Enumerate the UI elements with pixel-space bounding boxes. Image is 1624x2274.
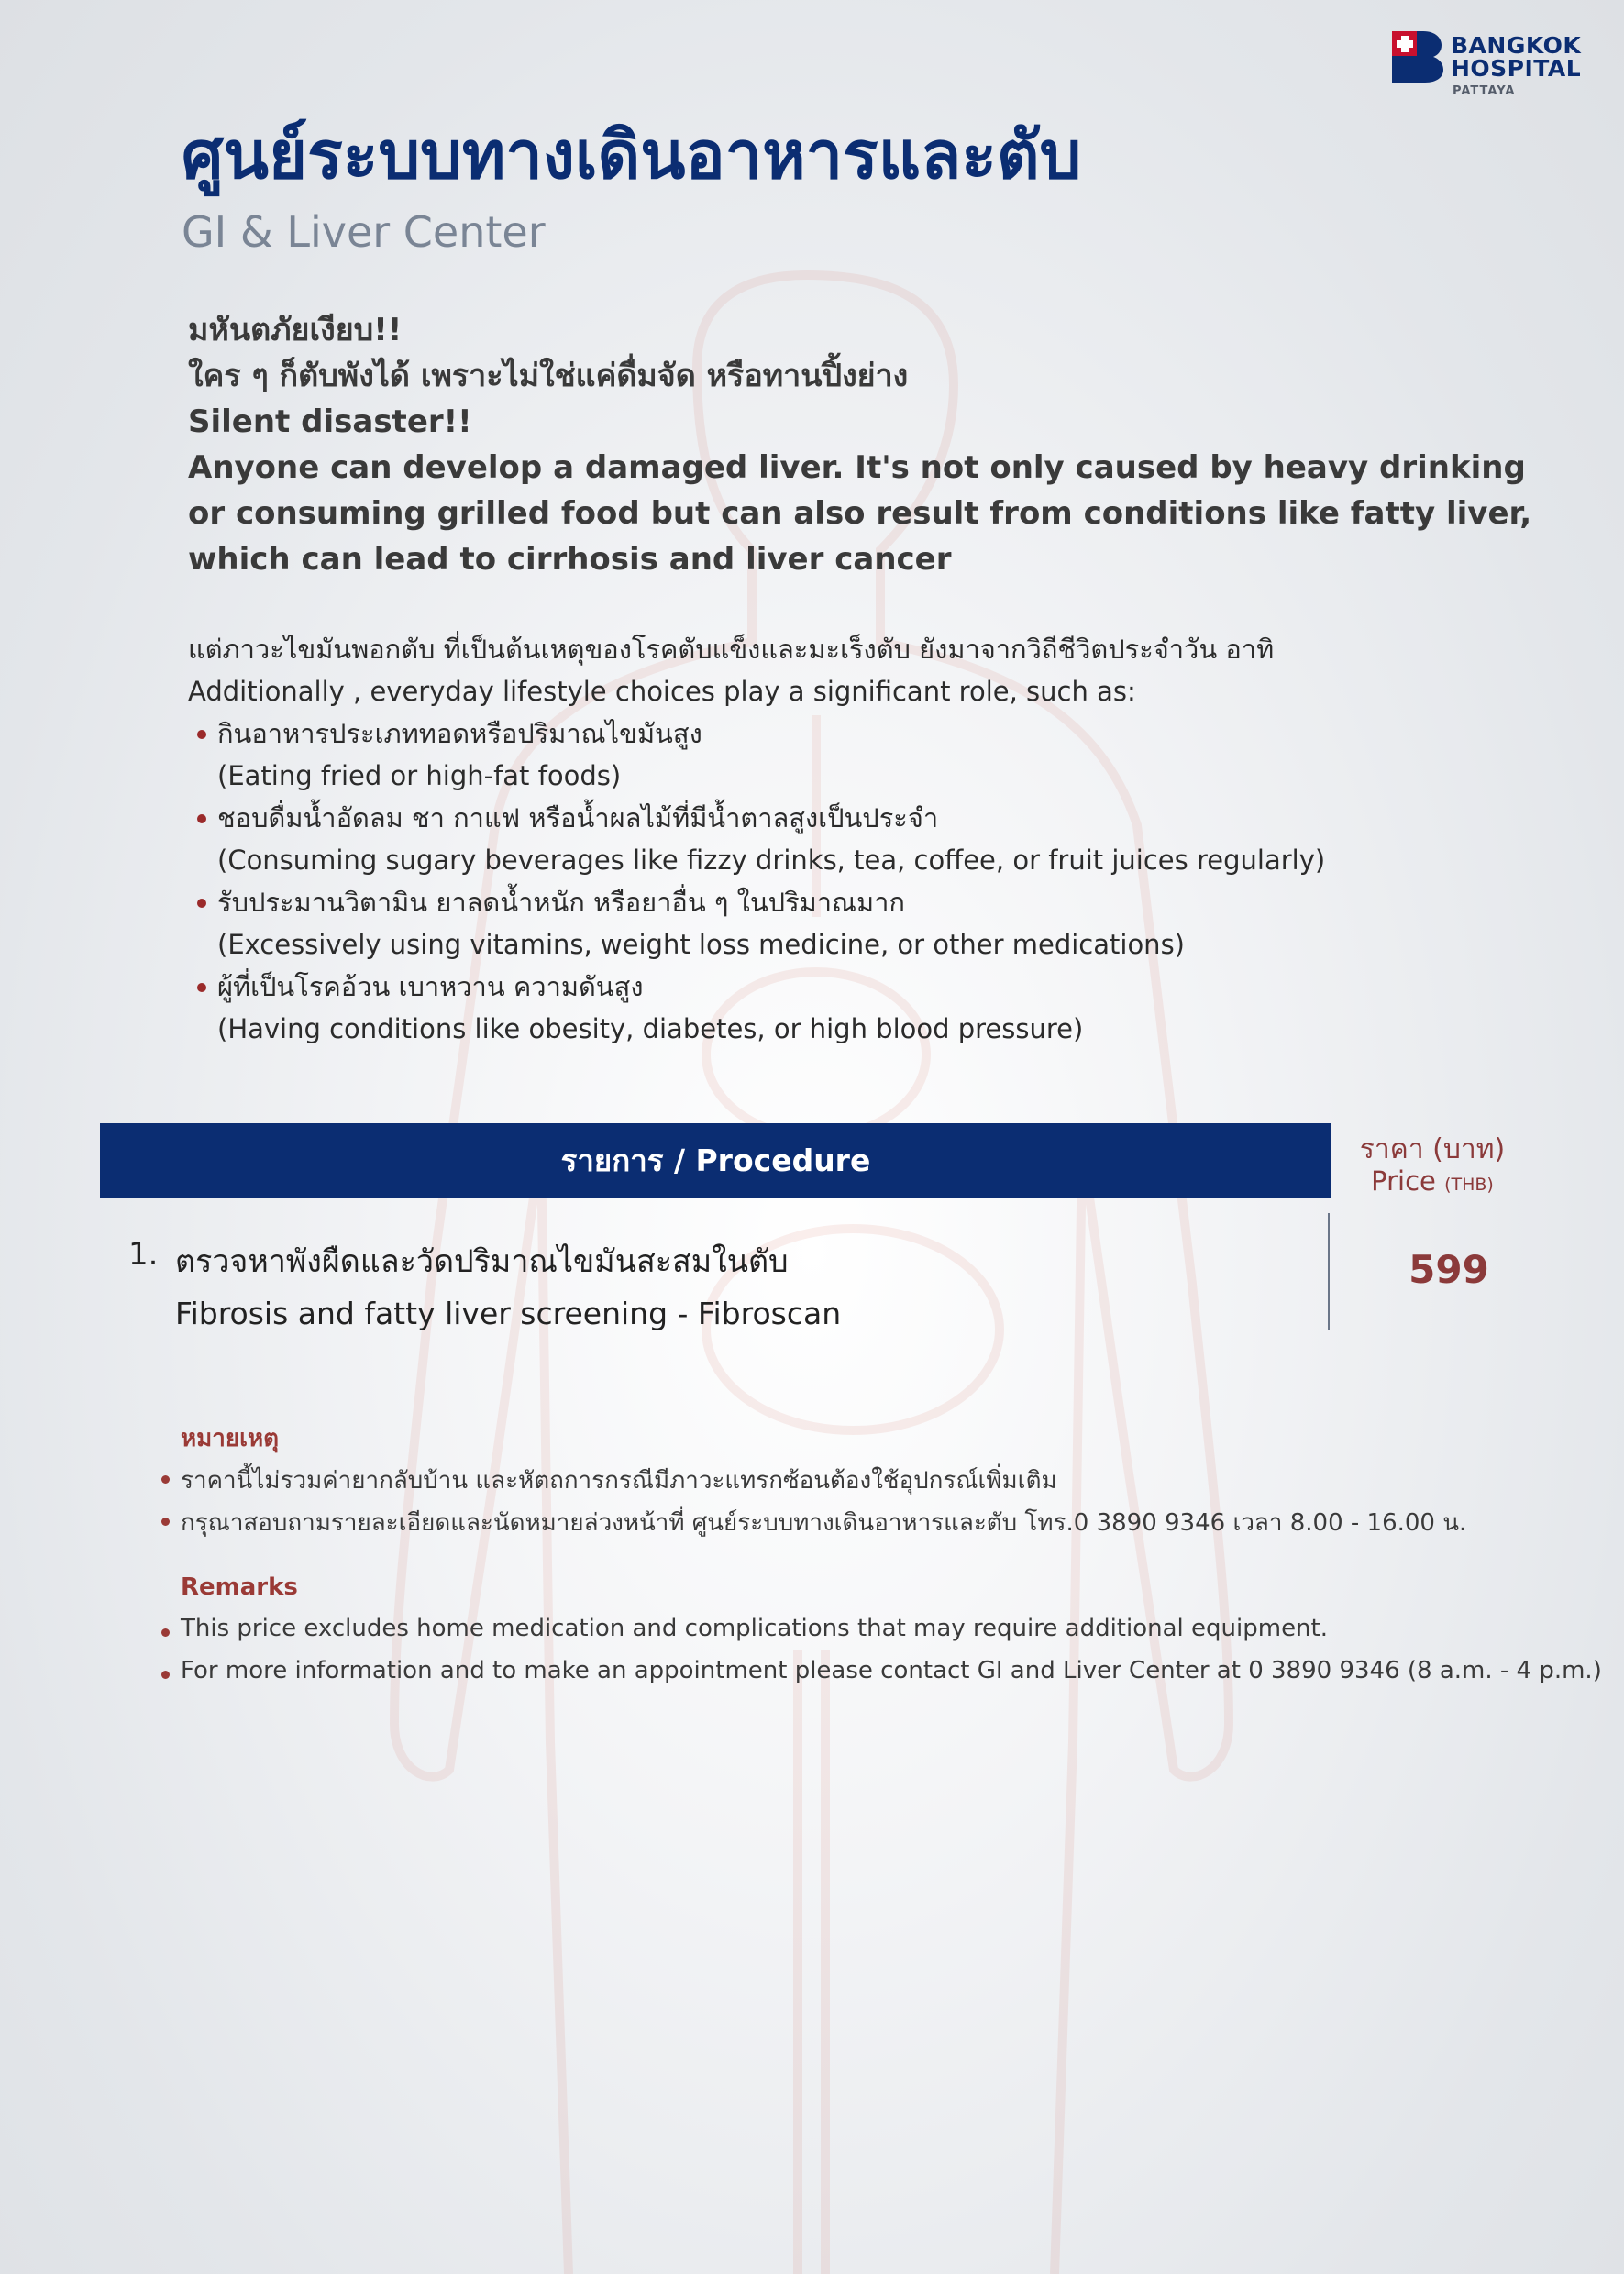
procedure-number: 1. (128, 1236, 159, 1273)
headline-en-2: Anyone can develop a damaged liver. It's not only caused by heavy drinking (188, 449, 1526, 486)
bullet-dot (161, 1518, 170, 1526)
headline-block (188, 307, 1532, 582)
headline-en-3: or consuming grilled food but can also result from conditions like fatty liver, (188, 495, 1532, 532)
page-title-thai: ศูนย์ระบบทางเดินอาหารและตับ (182, 116, 1082, 193)
headline-en-4: which can lead to cirrhosis and liver cancer (188, 541, 952, 578)
price-header-unit: (THB) (1444, 1175, 1494, 1195)
bullet-dot (161, 1671, 170, 1679)
column-divider (1328, 1213, 1330, 1330)
list-item (188, 712, 1545, 797)
intro-thai: แต่ภาวะไขมันพอกตับ ที่เป็นต้นเหตุของโรคตับแข็งและมะเร็งตับ ยังมาจากวิถีชีวิตประจำวัน อาทิ (188, 634, 1275, 665)
list-item-thai: ชอบดื่มน้ำอัดลม ชา กาแฟ หรือน้ำผลไม้ที่มีน้ำตาลสูงเป็นประจำ (217, 802, 939, 833)
bullet-dot (161, 1628, 170, 1637)
bangkok-hospital-logo (1392, 31, 1603, 105)
bullet-dot (197, 983, 206, 992)
bullet-dot (197, 814, 206, 823)
note-thai-1: ราคานี้ไม่รวมค่ายากลับบ้าน และหัตถการกรณีมีภาวะแทรกซ้อนต้องใช้อุปกรณ์เพิ่มเติม (181, 1467, 1057, 1495)
list-item-thai: ผู้ที่เป็นโรคอ้วน เบาหวาน ความดันสูง (217, 971, 644, 1002)
headline-thai-2: ใคร ๆ ก็ตับพังได้ เพราะไม่ใช่แค่ดื่มจัด หรือทานปิ้งย่าง (188, 358, 909, 394)
procedure-name-thai: ตรวจหาพังผืดและวัดปริมาณไขมันสะสมในตับ (175, 1243, 789, 1280)
procedure-header: รายการ / Procedure (560, 1143, 871, 1178)
list-item (188, 966, 1545, 1050)
note-thai-2: กรุณาสอบถามรายละเอียดและนัดหมายล่วงหน้าที่ ศูนย์ระบบทางเดินอาหารและตับ โทร.0 3890 9346 เวลา 8.00 - 16.00 น. (181, 1509, 1467, 1537)
list-item-thai: รับประมานวิตามิน ยาลดน้ำหนัก หรือยาอื่น ๆ ในปริมาณมาก (217, 887, 905, 918)
procedure-name-english: Fibrosis and fatty liver screening - Fibroscan (175, 1296, 842, 1331)
remarks-title-english: Remarks (181, 1573, 298, 1601)
intro-english: Additionally , everyday lifestyle choices play a significant role, such as: (188, 676, 1136, 707)
price-header-thai: ราคา (บาท) (1359, 1133, 1506, 1165)
list-item-english: (Having conditions like obesity, diabetes, or high blood pressure) (217, 1013, 1084, 1044)
lifestyle-section (188, 628, 1545, 1050)
list-item-thai: กินอาหารประเภททอดหรือปริมาณไขมันสูง (217, 718, 702, 749)
remark-english-1: This price excludes home medication and complications that may require additional equipment. (181, 1615, 1328, 1642)
page-title-english: GI & Liver Center (182, 207, 546, 257)
bullet-dot (197, 899, 206, 908)
remark-english-2: For more information and to make an appointment please contact GI and Liver Center at 0 3890 9346 (8 a.m. - 4 p.m.) (181, 1657, 1602, 1684)
procedure-price: 599 (1409, 1247, 1489, 1292)
bullet-dot (161, 1475, 170, 1484)
logo-text-pattaya: PATTAYA (1453, 84, 1516, 98)
logo-text-hospital: HOSPITAL (1451, 55, 1582, 82)
hospital-cross-logo-icon (1392, 31, 1443, 83)
bullet-dot (197, 730, 206, 739)
list-item (188, 881, 1545, 966)
list-item-english: (Eating fried or high-fat foods) (217, 760, 622, 791)
list-item-english: (Consuming sugary beverages like fizzy drinks, tea, coffee, or fruit juices regularly) (217, 844, 1326, 876)
headline-thai-1: มหันตภัยเงียบ!! (188, 312, 403, 348)
list-item (188, 797, 1545, 881)
notes-title-thai: หมายเหตุ (181, 1425, 280, 1452)
list-item-english: (Excessively using vitamins, weight loss medicine, or other medications) (217, 929, 1185, 960)
price-header-label: Price (1371, 1165, 1436, 1197)
headline-en-1: Silent disaster!! (188, 403, 472, 440)
price-header-english (1341, 1167, 1524, 1197)
logo-text-bangkok: BANGKOK (1451, 32, 1582, 59)
